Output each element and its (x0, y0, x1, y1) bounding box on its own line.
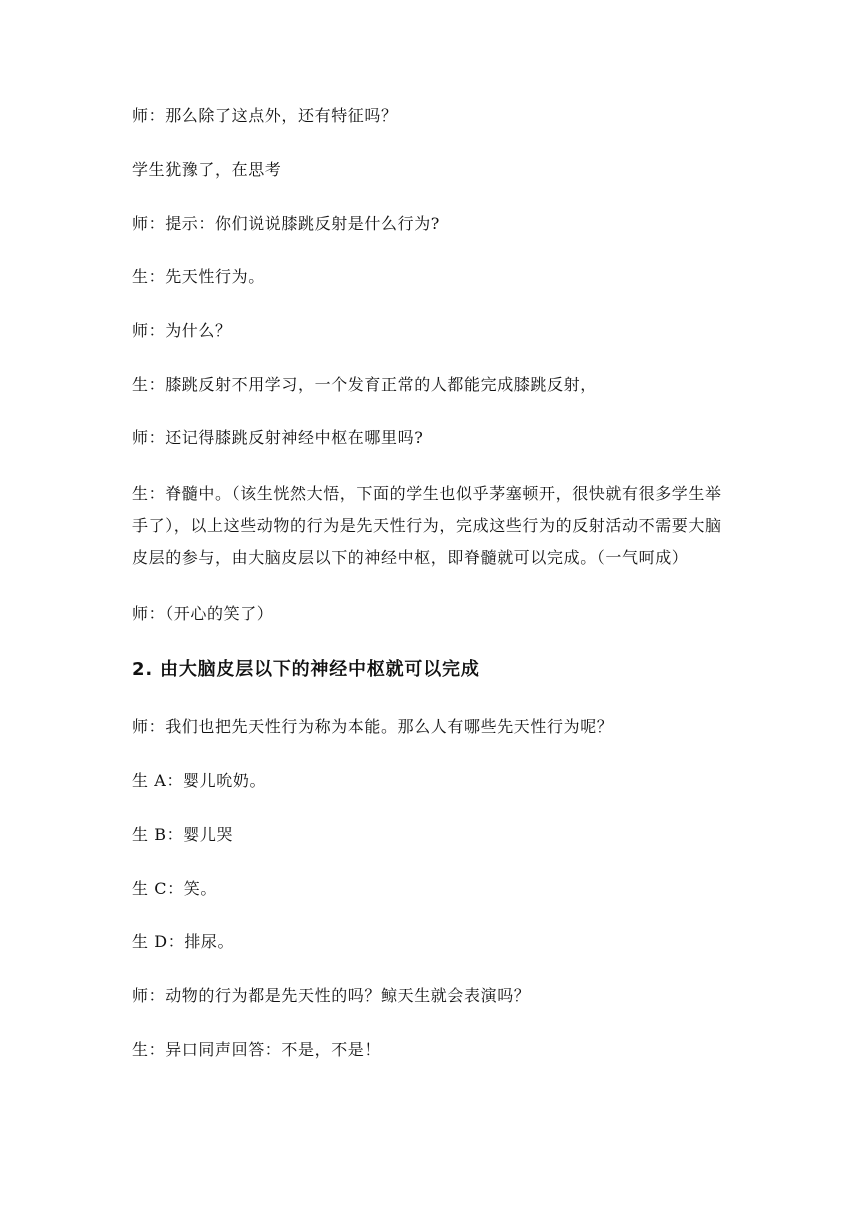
dialogue-line-student-c: 生 C：笑。 (132, 879, 217, 898)
dialogue-line-teacher-why: 师：为什么？ (132, 321, 232, 340)
dialogue-line-student-reason: 生：膝跳反射不用学习，一个发育正常的人都能完成膝跳反射， (132, 375, 597, 394)
dialogue-line-student-innate: 生：先天性行为。 (132, 267, 265, 286)
dialogue-line-teacher-other-features: 师：那么除了这点外，还有特征吗？ (132, 106, 398, 125)
dialogue-line-teacher-center: 师：还记得膝跳反射神经中枢在哪里吗? (132, 428, 424, 447)
dialogue-line-teacher-hint: 师：提示：你们说说膝跳反射是什么行为? (132, 214, 440, 233)
dialogue-line-teacher-whale: 师：动物的行为都是先天性的吗？鲸天生就会表演吗？ (132, 986, 531, 1005)
dialogue-line-student-b: 生 B：婴儿哭 (132, 825, 234, 844)
narration-line-student-hesitates: 学生犹豫了，在思考 (132, 160, 282, 179)
dialogue-line-student-d: 生 D：排尿。 (132, 932, 235, 951)
dialogue-line-teacher-smiles: 师：（开心的笑了） (132, 604, 274, 623)
dialogue-line-teacher-instinct: 师：我们也把先天性行为称为本能。那么人有哪些先天性行为呢？ (132, 717, 614, 736)
dialogue-paragraph-student-spinal-cord: 生：脊髓中。（该生恍然大悟，下面的学生也似乎茅塞顿开，很快就有很多学生举手了），以上这些动物的行为是先天性行为，完成这些行为的反射活动不需要大脑皮层的参与，由大脑皮层以下的神经中枢，即脊髓就可以完成。（一气呵成） (132, 484, 722, 567)
dialogue-line-students-answer: 生：异口同声回答：不是，不是！ (132, 1040, 382, 1059)
section-heading: 2. 由大脑皮层以下的神经中枢就可以完成 (132, 659, 480, 680)
dialogue-line-student-a: 生 A：婴儿吮奶。 (132, 771, 267, 790)
